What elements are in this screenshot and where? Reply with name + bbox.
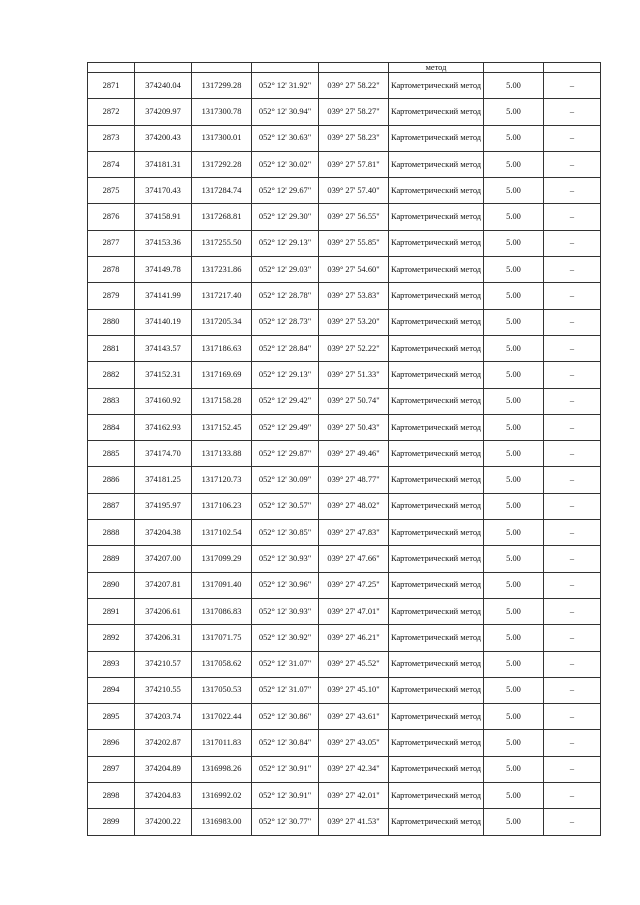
- cell-latitude: 052° 12' 29.13": [252, 362, 319, 388]
- cell-accuracy: 5.00: [484, 230, 544, 256]
- cell-y: 1317268.81: [192, 204, 252, 230]
- cell-number: 2875: [88, 178, 135, 204]
- cell-latitude: 052° 12' 30.91": [252, 756, 319, 782]
- cell-y: 1316992.02: [192, 783, 252, 809]
- table-row: [88, 204, 601, 230]
- table-row: [88, 467, 601, 493]
- cell-latitude: 052° 12' 28.73": [252, 309, 319, 335]
- coordinates-table: [87, 62, 601, 836]
- cell-longitude: 039° 27' 46.21": [319, 625, 389, 651]
- cell-method: Картометрический метод: [389, 783, 484, 809]
- cell-accuracy: 5.00: [484, 309, 544, 335]
- cell-accuracy: 5.00: [484, 520, 544, 546]
- table-row: [88, 651, 601, 677]
- cell-method: Картометрический метод: [389, 441, 484, 467]
- cell-latitude: 052° 12' 29.49": [252, 414, 319, 440]
- cell-y: 1317099.29: [192, 546, 252, 572]
- cell-longitude: 039° 27' 45.10": [319, 677, 389, 703]
- cell-latitude: 052° 12' 30.84": [252, 730, 319, 756]
- cell-number: 2880: [88, 309, 135, 335]
- table-row: [88, 388, 601, 414]
- cell-x: 374204.38: [135, 520, 192, 546]
- cell-method: Картометрический метод: [389, 178, 484, 204]
- table-row: [88, 783, 601, 809]
- cell-number: 2876: [88, 204, 135, 230]
- cell-latitude: 052° 12' 30.85": [252, 520, 319, 546]
- cell-method: Картометрический метод: [389, 572, 484, 598]
- cell-note: –: [544, 520, 601, 546]
- cell-number: [88, 63, 135, 73]
- cell-y: 1317231.86: [192, 257, 252, 283]
- cell-latitude: 052° 12' 30.86": [252, 704, 319, 730]
- cell-method: Картометрический метод: [389, 809, 484, 835]
- cell-y: 1317255.50: [192, 230, 252, 256]
- cell-latitude: 052° 12' 30.93": [252, 546, 319, 572]
- cell-method: Картометрический метод: [389, 230, 484, 256]
- cell-number: 2894: [88, 677, 135, 703]
- cell-note: –: [544, 335, 601, 361]
- cell-longitude: 039° 27' 58.23": [319, 125, 389, 151]
- cell-number: 2893: [88, 651, 135, 677]
- cell-longitude: 039° 27' 42.01": [319, 783, 389, 809]
- cell-x: 374153.36: [135, 230, 192, 256]
- cell-longitude: 039° 27' 51.33": [319, 362, 389, 388]
- cell-accuracy: 5.00: [484, 99, 544, 125]
- cell-longitude: 039° 27' 42.34": [319, 756, 389, 782]
- table-row: [88, 598, 601, 624]
- cell-y: 1317205.34: [192, 309, 252, 335]
- cell-longitude: 039° 27' 45.52": [319, 651, 389, 677]
- cell-longitude: 039° 27' 48.77": [319, 467, 389, 493]
- cell-y: [192, 63, 252, 73]
- cell-note: –: [544, 809, 601, 835]
- cell-latitude: 052° 12' 30.77": [252, 809, 319, 835]
- cell-number: 2871: [88, 73, 135, 99]
- cell-accuracy: 5.00: [484, 677, 544, 703]
- cell-y: 1317217.40: [192, 283, 252, 309]
- cell-accuracy: 5.00: [484, 493, 544, 519]
- cell-latitude: 052° 12' 30.63": [252, 125, 319, 151]
- cell-longitude: 039° 27' 53.20": [319, 309, 389, 335]
- cell-note: –: [544, 257, 601, 283]
- cell-x: 374206.31: [135, 625, 192, 651]
- cell-y: 1317011.83: [192, 730, 252, 756]
- cell-note: –: [544, 73, 601, 99]
- cell-method: Картометрический метод: [389, 756, 484, 782]
- cell-y: 1317091.40: [192, 572, 252, 598]
- table-row: [88, 677, 601, 703]
- cell-x: 374204.89: [135, 756, 192, 782]
- cell-longitude: 039° 27' 49.46": [319, 441, 389, 467]
- cell-method: Картометрический метод: [389, 651, 484, 677]
- cell-note: –: [544, 99, 601, 125]
- cell-latitude: 052° 12' 31.92": [252, 73, 319, 99]
- table-row: [88, 335, 601, 361]
- cell-number: 2898: [88, 783, 135, 809]
- cell-latitude: 052° 12' 30.92": [252, 625, 319, 651]
- cell-number: 2890: [88, 572, 135, 598]
- cell-y: 1317102.54: [192, 520, 252, 546]
- cell-accuracy: 5.00: [484, 388, 544, 414]
- cell-x: 374170.43: [135, 178, 192, 204]
- cell-latitude: 052° 12' 29.42": [252, 388, 319, 414]
- cell-x: 374141.99: [135, 283, 192, 309]
- table-row: [88, 73, 601, 99]
- cell-y: 1317050.53: [192, 677, 252, 703]
- cell-x: 374200.43: [135, 125, 192, 151]
- cell-y: 1317284.74: [192, 178, 252, 204]
- table-row: [88, 230, 601, 256]
- cell-x: 374152.31: [135, 362, 192, 388]
- cell-x: 374174.70: [135, 441, 192, 467]
- table-row: [88, 283, 601, 309]
- cell-y: 1317106.23: [192, 493, 252, 519]
- cell-latitude: 052° 12' 29.13": [252, 230, 319, 256]
- cell-accuracy: 5.00: [484, 546, 544, 572]
- cell-number: 2896: [88, 730, 135, 756]
- cell-method: Картометрический метод: [389, 151, 484, 177]
- table-row: [88, 625, 601, 651]
- cell-accuracy: 5.00: [484, 809, 544, 835]
- cell-number: 2873: [88, 125, 135, 151]
- cell-y: 1317120.73: [192, 467, 252, 493]
- cell-note: –: [544, 651, 601, 677]
- cell-latitude: 052° 12' 30.96": [252, 572, 319, 598]
- cell-latitude: 052° 12' 29.67": [252, 178, 319, 204]
- table-row: [88, 572, 601, 598]
- cell-method: Картометрический метод: [389, 283, 484, 309]
- cell-y: 1317152.45: [192, 414, 252, 440]
- cell-longitude: 039° 27' 56.55": [319, 204, 389, 230]
- cell-longitude: 039° 27' 55.85": [319, 230, 389, 256]
- cell-y: 1316983.00: [192, 809, 252, 835]
- cell-y: 1317299.28: [192, 73, 252, 99]
- cell-latitude: 052° 12' 31.07": [252, 651, 319, 677]
- table-row: [88, 520, 601, 546]
- cell-accuracy: 5.00: [484, 257, 544, 283]
- cell-note: –: [544, 230, 601, 256]
- cell-method: Картометрический метод: [389, 520, 484, 546]
- cell-method: метод: [389, 63, 484, 73]
- cell-method: Картометрический метод: [389, 99, 484, 125]
- cell-longitude: [319, 63, 389, 73]
- table-row: [88, 125, 601, 151]
- table-row: [88, 151, 601, 177]
- cell-x: 374181.25: [135, 467, 192, 493]
- cell-number: 2897: [88, 756, 135, 782]
- continuation-row: [88, 63, 601, 73]
- cell-method: Картометрический метод: [389, 125, 484, 151]
- cell-x: 374210.55: [135, 677, 192, 703]
- cell-note: –: [544, 730, 601, 756]
- table-row: [88, 99, 601, 125]
- cell-y: 1317022.44: [192, 704, 252, 730]
- table-row: [88, 441, 601, 467]
- cell-x: 374240.04: [135, 73, 192, 99]
- table-row: [88, 546, 601, 572]
- cell-note: –: [544, 598, 601, 624]
- cell-x: 374149.78: [135, 257, 192, 283]
- cell-x: 374140.19: [135, 309, 192, 335]
- cell-number: 2892: [88, 625, 135, 651]
- cell-x: 374203.74: [135, 704, 192, 730]
- table-body: [88, 63, 601, 836]
- cell-accuracy: 5.00: [484, 651, 544, 677]
- cell-latitude: 052° 12' 30.57": [252, 493, 319, 519]
- cell-accuracy: 5.00: [484, 598, 544, 624]
- cell-accuracy: 5.00: [484, 783, 544, 809]
- cell-x: 374207.00: [135, 546, 192, 572]
- cell-latitude: 052° 12' 30.93": [252, 598, 319, 624]
- cell-y: 1317169.69: [192, 362, 252, 388]
- cell-y: 1316998.26: [192, 756, 252, 782]
- cell-longitude: 039° 27' 41.53": [319, 809, 389, 835]
- cell-note: [544, 63, 601, 73]
- cell-note: –: [544, 572, 601, 598]
- cell-y: 1317300.78: [192, 99, 252, 125]
- cell-longitude: 039° 27' 53.83": [319, 283, 389, 309]
- cell-latitude: 052° 12' 30.91": [252, 783, 319, 809]
- cell-number: 2884: [88, 414, 135, 440]
- cell-method: Картометрический метод: [389, 257, 484, 283]
- cell-method: Картометрический метод: [389, 309, 484, 335]
- table-row: [88, 809, 601, 835]
- cell-x: 374143.57: [135, 335, 192, 361]
- cell-note: –: [544, 362, 601, 388]
- cell-y: 1317086.83: [192, 598, 252, 624]
- cell-accuracy: 5.00: [484, 704, 544, 730]
- cell-accuracy: 5.00: [484, 125, 544, 151]
- cell-latitude: 052° 12' 29.30": [252, 204, 319, 230]
- cell-accuracy: 5.00: [484, 151, 544, 177]
- table-row: [88, 493, 601, 519]
- cell-accuracy: 5.00: [484, 441, 544, 467]
- table-row: [88, 178, 601, 204]
- cell-longitude: 039° 27' 50.43": [319, 414, 389, 440]
- cell-number: 2874: [88, 151, 135, 177]
- cell-accuracy: 5.00: [484, 572, 544, 598]
- cell-longitude: 039° 27' 43.05": [319, 730, 389, 756]
- cell-accuracy: 5.00: [484, 730, 544, 756]
- cell-longitude: 039° 27' 54.60": [319, 257, 389, 283]
- cell-method: Картометрический метод: [389, 204, 484, 230]
- cell-x: 374160.92: [135, 388, 192, 414]
- cell-note: –: [544, 178, 601, 204]
- cell-x: 374158.91: [135, 204, 192, 230]
- cell-method: Картометрический метод: [389, 625, 484, 651]
- cell-method: Картометрический метод: [389, 335, 484, 361]
- cell-note: –: [544, 756, 601, 782]
- cell-note: –: [544, 704, 601, 730]
- cell-latitude: 052° 12' 28.84": [252, 335, 319, 361]
- cell-x: 374204.83: [135, 783, 192, 809]
- cell-number: 2889: [88, 546, 135, 572]
- cell-number: 2878: [88, 257, 135, 283]
- cell-y: 1317292.28: [192, 151, 252, 177]
- cell-accuracy: 5.00: [484, 204, 544, 230]
- cell-method: Картометрический метод: [389, 467, 484, 493]
- cell-longitude: 039° 27' 50.74": [319, 388, 389, 414]
- cell-latitude: 052° 12' 30.02": [252, 151, 319, 177]
- cell-accuracy: 5.00: [484, 625, 544, 651]
- cell-method: Картометрический метод: [389, 493, 484, 519]
- cell-method: Картометрический метод: [389, 414, 484, 440]
- cell-number: 2891: [88, 598, 135, 624]
- cell-x: 374210.57: [135, 651, 192, 677]
- cell-accuracy: [484, 63, 544, 73]
- cell-method: Картометрический метод: [389, 362, 484, 388]
- cell-note: –: [544, 783, 601, 809]
- cell-x: 374181.31: [135, 151, 192, 177]
- cell-x: 374200.22: [135, 809, 192, 835]
- cell-number: 2899: [88, 809, 135, 835]
- cell-latitude: 052° 12' 30.94": [252, 99, 319, 125]
- cell-longitude: 039° 27' 47.66": [319, 546, 389, 572]
- cell-method: Картометрический метод: [389, 73, 484, 99]
- cell-x: 374195.97: [135, 493, 192, 519]
- cell-note: –: [544, 625, 601, 651]
- cell-method: Картометрический метод: [389, 704, 484, 730]
- cell-number: 2881: [88, 335, 135, 361]
- cell-x: 374206.61: [135, 598, 192, 624]
- cell-accuracy: 5.00: [484, 178, 544, 204]
- cell-number: 2888: [88, 520, 135, 546]
- cell-y: 1317058.62: [192, 651, 252, 677]
- cell-note: –: [544, 125, 601, 151]
- cell-method: Картометрический метод: [389, 598, 484, 624]
- table-row: [88, 309, 601, 335]
- cell-latitude: [252, 63, 319, 73]
- cell-y: 1317300.01: [192, 125, 252, 151]
- cell-note: –: [544, 677, 601, 703]
- cell-note: –: [544, 493, 601, 519]
- cell-longitude: 039° 27' 47.01": [319, 598, 389, 624]
- cell-latitude: 052° 12' 29.87": [252, 441, 319, 467]
- cell-note: –: [544, 388, 601, 414]
- cell-x: [135, 63, 192, 73]
- cell-method: Картометрический метод: [389, 730, 484, 756]
- cell-accuracy: 5.00: [484, 362, 544, 388]
- cell-x: 374209.97: [135, 99, 192, 125]
- cell-accuracy: 5.00: [484, 283, 544, 309]
- cell-latitude: 052° 12' 31.07": [252, 677, 319, 703]
- cell-y: 1317186.63: [192, 335, 252, 361]
- cell-longitude: 039° 27' 43.61": [319, 704, 389, 730]
- table-row: [88, 704, 601, 730]
- cell-longitude: 039° 27' 58.22": [319, 73, 389, 99]
- cell-note: –: [544, 283, 601, 309]
- table-row: [88, 730, 601, 756]
- cell-x: 374202.87: [135, 730, 192, 756]
- cell-latitude: 052° 12' 28.78": [252, 283, 319, 309]
- cell-longitude: 039° 27' 58.27": [319, 99, 389, 125]
- cell-note: –: [544, 467, 601, 493]
- cell-longitude: 039° 27' 47.83": [319, 520, 389, 546]
- cell-longitude: 039° 27' 52.22": [319, 335, 389, 361]
- cell-note: –: [544, 204, 601, 230]
- table-row: [88, 756, 601, 782]
- cell-latitude: 052° 12' 29.03": [252, 257, 319, 283]
- table-row: [88, 414, 601, 440]
- cell-method: Картометрический метод: [389, 546, 484, 572]
- cell-longitude: 039° 27' 47.25": [319, 572, 389, 598]
- cell-number: 2886: [88, 467, 135, 493]
- table-row: [88, 257, 601, 283]
- cell-number: 2877: [88, 230, 135, 256]
- cell-number: 2882: [88, 362, 135, 388]
- cell-latitude: 052° 12' 30.09": [252, 467, 319, 493]
- cell-accuracy: 5.00: [484, 756, 544, 782]
- cell-method: Картометрический метод: [389, 677, 484, 703]
- cell-x: 374162.93: [135, 414, 192, 440]
- cell-y: 1317158.28: [192, 388, 252, 414]
- cell-note: –: [544, 309, 601, 335]
- cell-y: 1317133.88: [192, 441, 252, 467]
- cell-note: –: [544, 441, 601, 467]
- cell-number: 2883: [88, 388, 135, 414]
- cell-number: 2895: [88, 704, 135, 730]
- cell-number: 2872: [88, 99, 135, 125]
- cell-accuracy: 5.00: [484, 73, 544, 99]
- cell-longitude: 039° 27' 57.40": [319, 178, 389, 204]
- cell-accuracy: 5.00: [484, 414, 544, 440]
- cell-accuracy: 5.00: [484, 467, 544, 493]
- cell-note: –: [544, 151, 601, 177]
- cell-longitude: 039° 27' 48.02": [319, 493, 389, 519]
- cell-note: –: [544, 546, 601, 572]
- cell-number: 2885: [88, 441, 135, 467]
- cell-x: 374207.81: [135, 572, 192, 598]
- cell-number: 2887: [88, 493, 135, 519]
- cell-accuracy: 5.00: [484, 335, 544, 361]
- cell-method: Картометрический метод: [389, 388, 484, 414]
- cell-y: 1317071.75: [192, 625, 252, 651]
- cell-note: –: [544, 414, 601, 440]
- cell-number: 2879: [88, 283, 135, 309]
- table-row: [88, 362, 601, 388]
- cell-longitude: 039° 27' 57.81": [319, 151, 389, 177]
